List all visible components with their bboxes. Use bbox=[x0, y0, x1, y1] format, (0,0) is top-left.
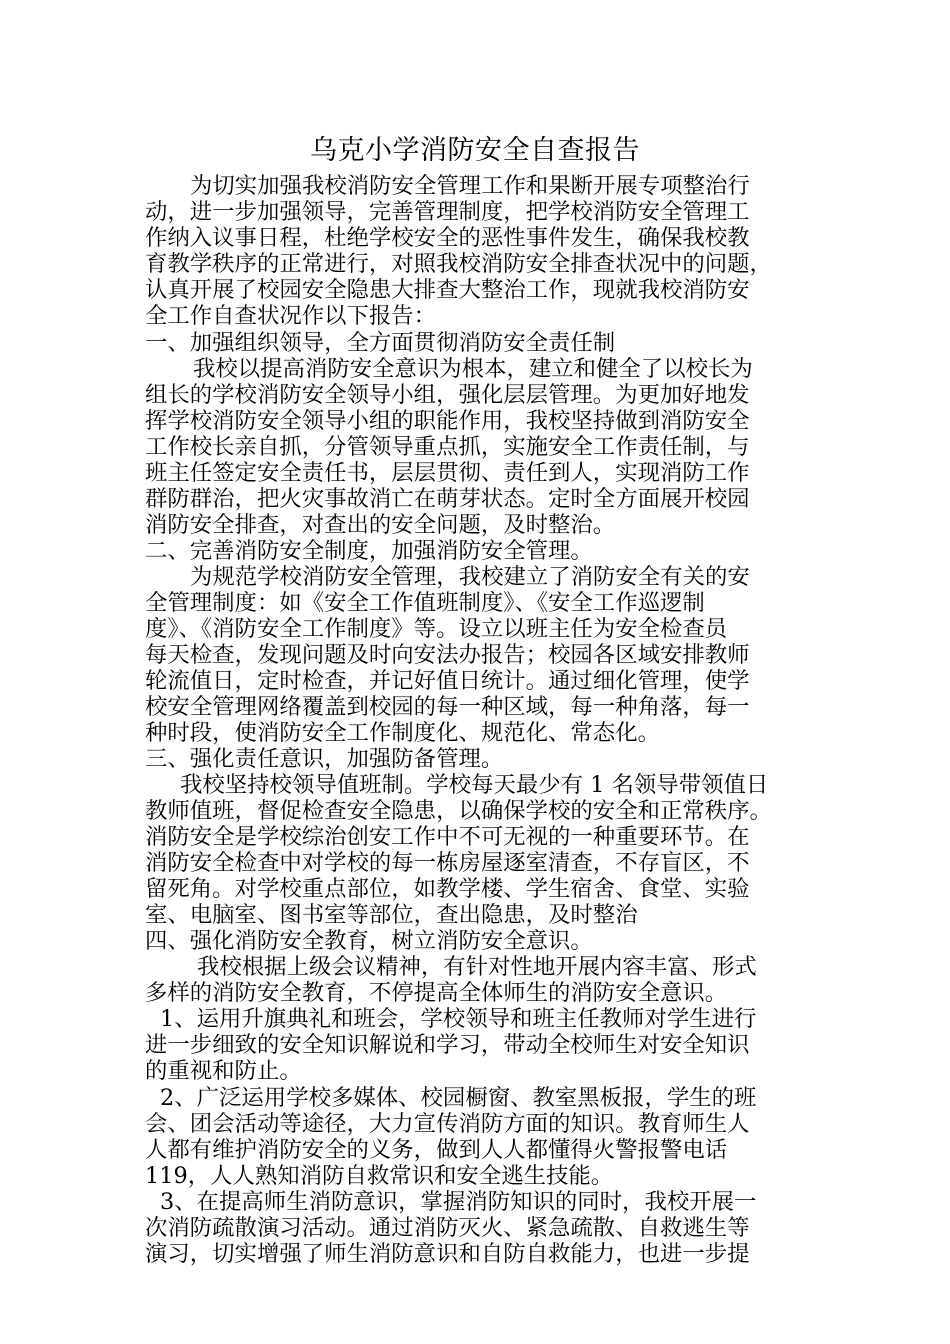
body-line: 全工作自查状况作以下报告： bbox=[145, 303, 437, 329]
body-line: 每天检查，发现问题及时向安法办报告；校园各区域安排教师 bbox=[145, 642, 750, 668]
body-line: 工作校长亲自抓，分管领导重点抓，实施安全工作责任制，与 bbox=[145, 434, 750, 460]
body-line: 我校以提高消防安全意识为根本，建立和健全了以校长为 bbox=[193, 356, 753, 382]
body-line: 一、加强组织领导，全方面贯彻消防安全责任制 bbox=[145, 330, 616, 356]
body-line: 进一步细致的安全知识解说和学习，带动全校师生对安全知识 bbox=[145, 1032, 750, 1058]
body-line: 认真开展了校园安全隐患大排查大整治工作，现就我校消防安 bbox=[145, 277, 750, 303]
body-line: 119，人人熟知消防自救常识和安全逃生技能。 bbox=[145, 1163, 614, 1189]
body-line: 种时段，使消防安全工作制度化、规范化、常态化。 bbox=[145, 720, 660, 746]
body-line: 会、团会活动等途径，大力宣传消防方面的知识。教育师生人 bbox=[145, 1111, 750, 1137]
body-line: 轮流值日，定时检查，并记好值日统计。通过细化管理，使学 bbox=[145, 668, 750, 694]
body-line: 演习，切实增强了师生消防意识和自防自救能力，也进一步提 bbox=[145, 1241, 750, 1267]
document-title: 乌克小学消防安全自查报告 bbox=[310, 135, 640, 166]
body-line: 全管理制度：如《安全工作值班制度》、《安全工作巡逻制 bbox=[145, 590, 705, 616]
body-line: 二、完善消防安全制度，加强消防安全管理。 bbox=[145, 538, 593, 564]
body-line: 三、强化责任意识，加强防备管理。 bbox=[145, 746, 504, 772]
body-line: 校安全管理网络覆盖到校园的每一种区域，每一种角落，每一 bbox=[145, 694, 750, 720]
body-line: 2、广泛运用学校多媒体、校园橱窗、教室黑板报，学生的班 bbox=[160, 1085, 757, 1111]
body-line: 动，进一步加强领导，完善管理制度，把学校消防安全管理工 bbox=[145, 199, 750, 225]
body-line: 挥学校消防安全领导小组的职能作用，我校坚持做到消防安全 bbox=[145, 408, 750, 434]
body-line: 为切实加强我校消防安全管理工作和果断开展专项整治行 bbox=[190, 173, 750, 199]
body-line: 班主任签定安全责任书，层层贯彻、责任到人，实现消防工作 bbox=[145, 460, 750, 486]
body-line: 多样的消防安全教育，不停提高全体师生的消防安全意识。 bbox=[145, 980, 728, 1006]
body-line: 育教学秩序的正常进行，对照我校消防安全排查状况中的问题， bbox=[145, 251, 772, 277]
body-line: 消防安全排查，对查出的安全问题，及时整治。 bbox=[145, 512, 616, 538]
body-line: 我校根据上级会议精神，有针对性地开展内容丰富、形式 bbox=[197, 954, 757, 980]
body-line: 作纳入议事日程，杜绝学校安全的恶性事件发生，确保我校教 bbox=[145, 225, 750, 251]
body-line: 组长的学校消防安全领导小组，强化层层管理。为更加好地发 bbox=[145, 382, 750, 408]
body-line: 教师值班，督促检查安全隐患，以确保学校的安全和正常秩序。 bbox=[145, 798, 772, 824]
body-line: 3、在提高师生消防意识，掌握消防知识的同时，我校开展一 bbox=[160, 1189, 757, 1215]
body-line: 消防安全检查中对学校的每一栋房屋逐室清查，不存盲区，不 bbox=[145, 850, 750, 876]
body-line: 的重视和防止。 bbox=[145, 1058, 302, 1084]
body-line: 四、强化消防安全教育，树立消防安全意识。 bbox=[145, 928, 593, 954]
body-line: 人都有维护消防安全的义务，做到人人都懂得火警报警电话 bbox=[145, 1137, 728, 1163]
body-line: 1、运用升旗典礼和班会，学校领导和班主任教师对学生进行 bbox=[160, 1006, 757, 1032]
body-line: 我校坚持校领导值班制。学校每天最少有 1 名领导带领值日 bbox=[180, 772, 769, 798]
body-line: 留死角。对学校重点部位，如教学楼、学生宿舍、食堂、实验 bbox=[145, 876, 750, 902]
body-line: 消防安全是学校综治创安工作中不可无视的一种重要环节。在 bbox=[145, 824, 750, 850]
body-line: 群防群治，把火灾事故消亡在萌芽状态。定时全方面展开校园 bbox=[145, 486, 750, 512]
body-line: 度》、《消防安全工作制度》等。设立以班主任为安全检查员 bbox=[145, 616, 728, 642]
body-line: 为规范学校消防安全管理，我校建立了消防安全有关的安 bbox=[190, 564, 750, 590]
body-line: 室、电脑室、图书室等部位，查出隐患，及时整治 bbox=[145, 902, 638, 928]
body-line: 次消防疏散演习活动。通过消防灭火、紧急疏散、自救逃生等 bbox=[145, 1215, 750, 1241]
